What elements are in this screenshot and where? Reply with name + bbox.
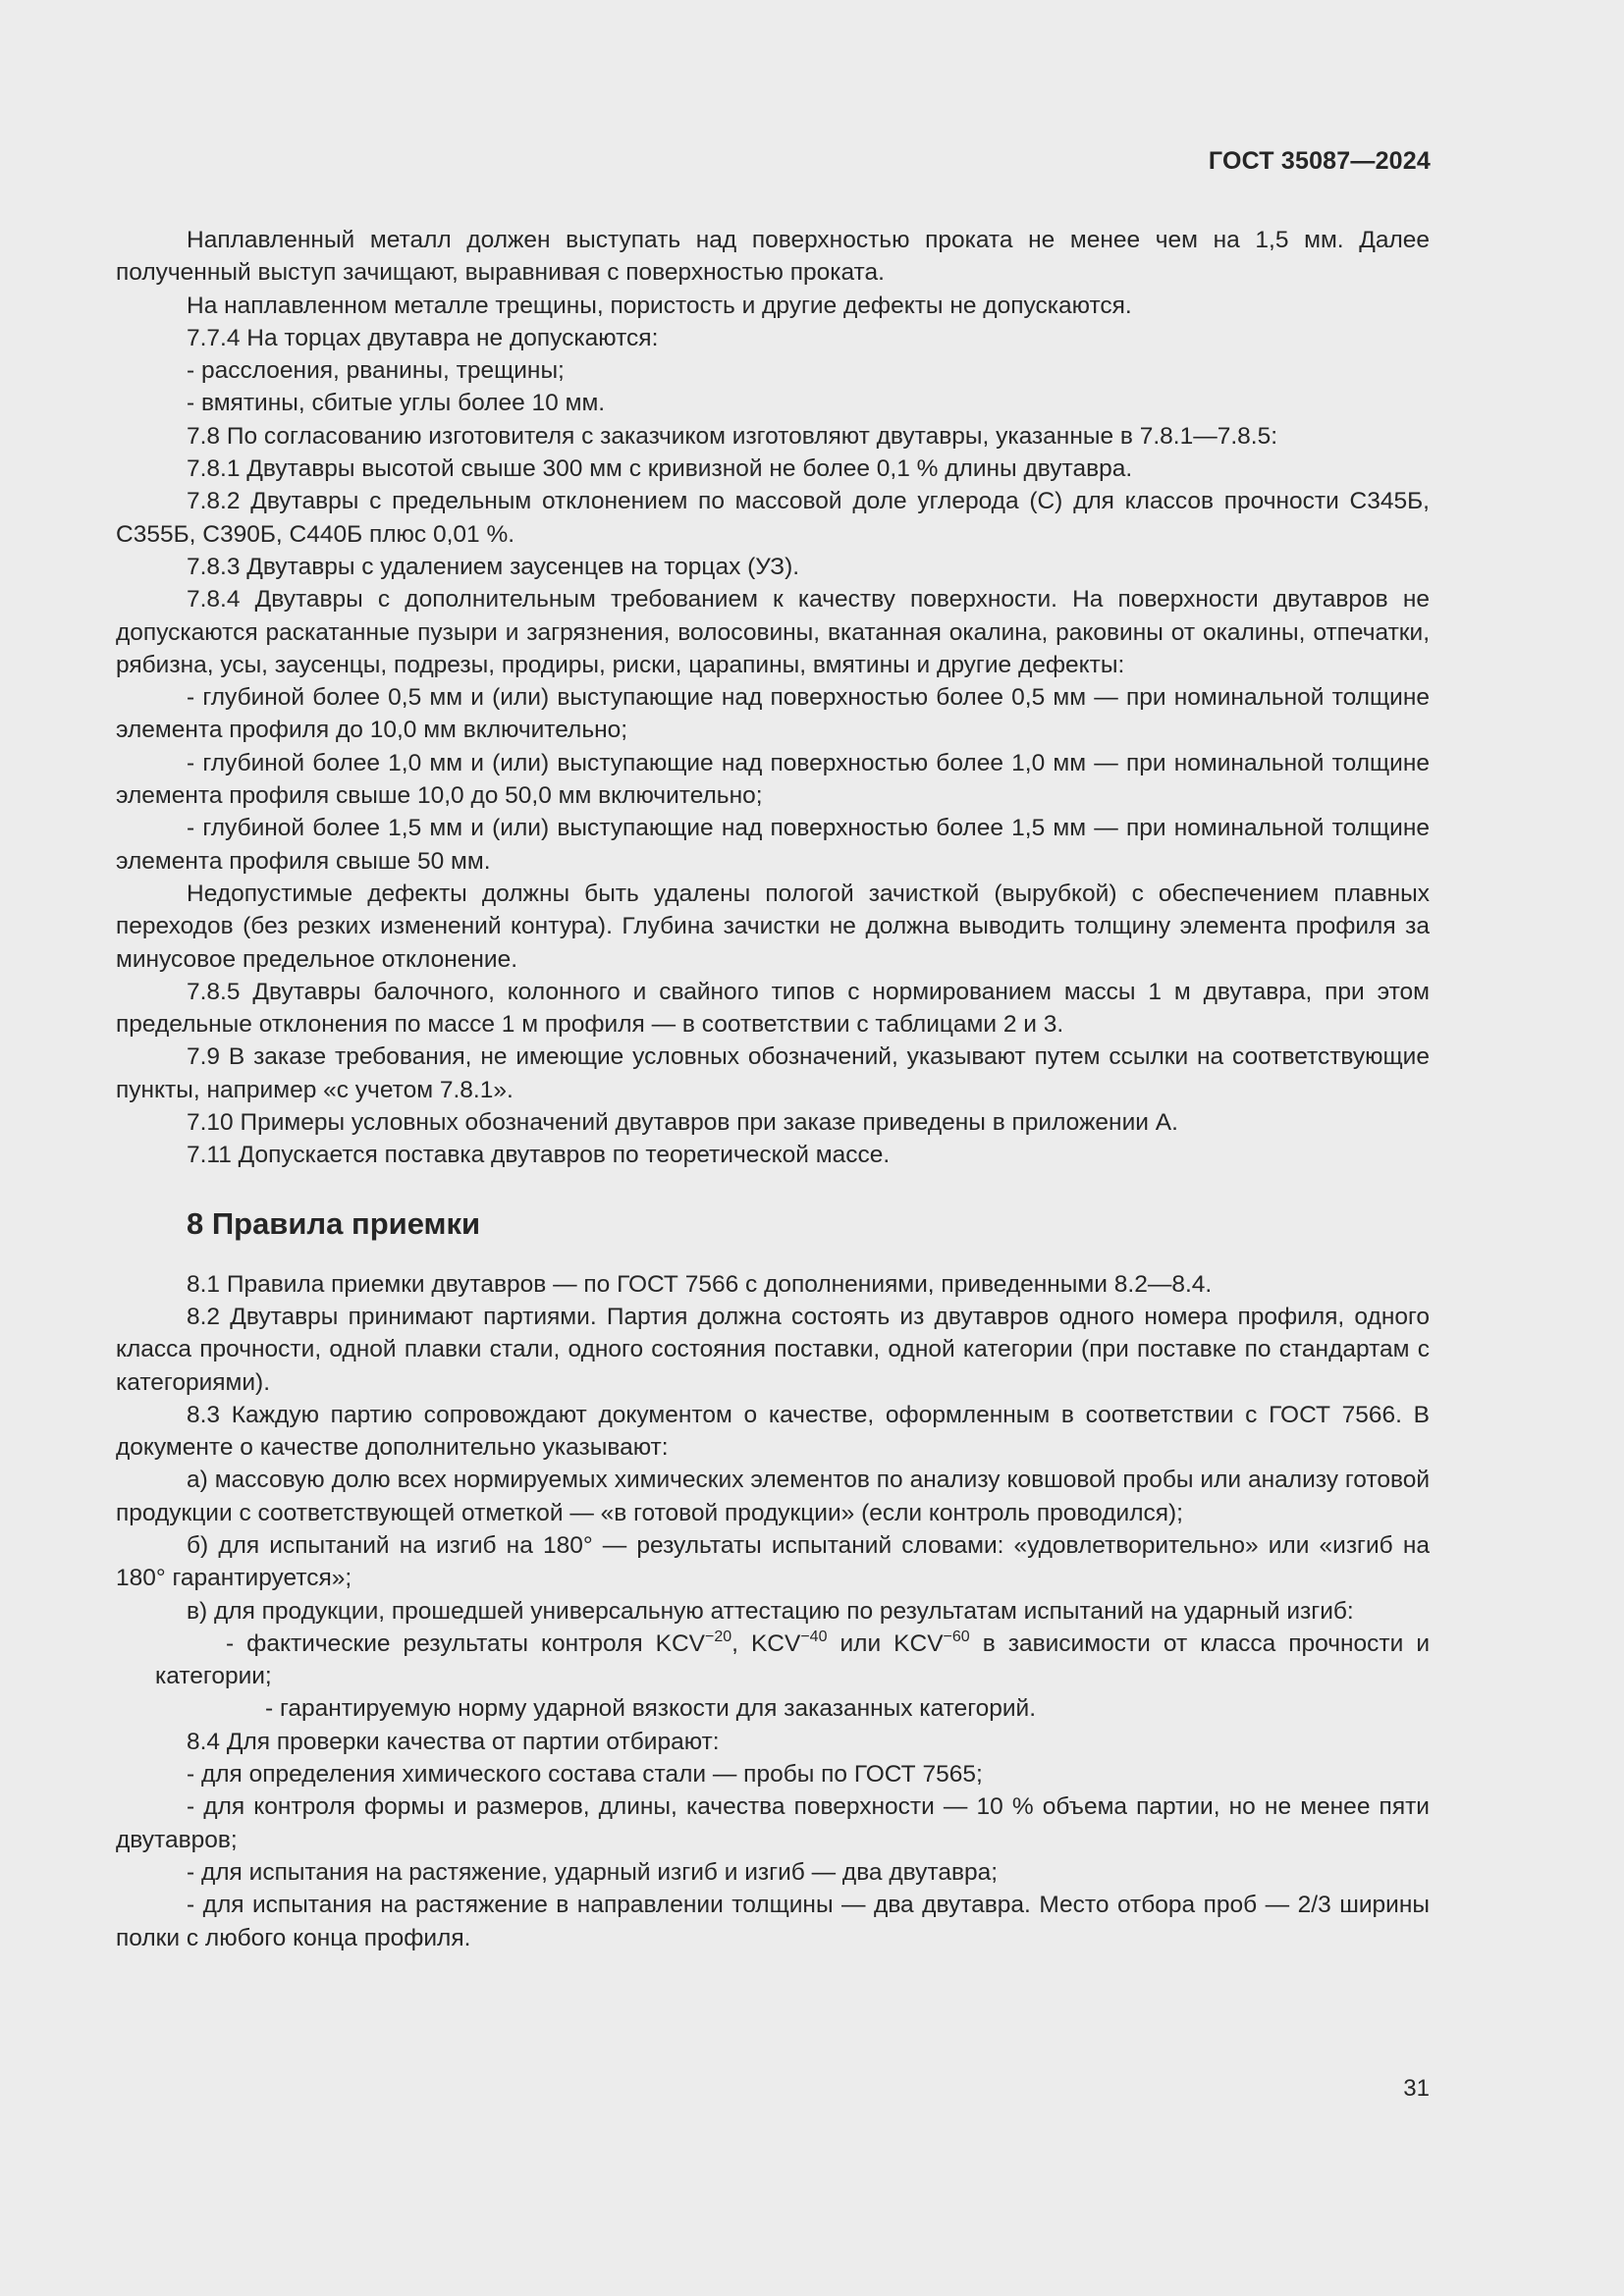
kcv-superscript: −40	[800, 1628, 828, 1645]
list-item-v: в) для продукции, прошедшей универсальную аттестацию по результатам испытаний на ударный изгиб:	[187, 1597, 1354, 1625]
kcv-superscript: −60	[943, 1628, 970, 1645]
kcv-text: или KCV	[827, 1629, 944, 1657]
clause-8-2: 8.2 Двутавры принимают партиями. Партия должна состоять из двутавров одного номера профиля, одного класса прочности, одной плавки стали, одного состояния поставки, одной категории (при поставке по стандартам с категориями).	[116, 1303, 1430, 1396]
clause-7-8-3: 7.8.3 Двутавры с удалением заусенцев на торцах (УЗ).	[187, 553, 800, 580]
kcv-superscript: −20	[704, 1628, 732, 1645]
list-item: - для определения химического состава стали — пробы по ГОСТ 7565;	[187, 1761, 983, 1789]
clause-7-8-2: 7.8.2 Двутавры с предельным отклонением по массовой доле углерода (С) для классов прочности С345Б, С355Б, С390Б, С440Б плюс 0,01 %.	[116, 488, 1430, 548]
page-number: 31	[1403, 2075, 1430, 2102]
clause-7-8-1: 7.8.1 Двутавры высотой свыше 300 мм с кривизной не более 0,1 % длины двутавра.	[187, 455, 1133, 483]
list-item: - вмятины, сбитые углы более 10 мм.	[187, 390, 606, 417]
clause-7-7-4: 7.7.4 На торцах двутавра не допускаются:	[187, 324, 659, 351]
kcv-text: в зависимости от класса прочности и категории;	[155, 1629, 1430, 1690]
clause-7-8-4: 7.8.4 Двутавры с дополнительным требованием к качеству поверхности. На поверхности двутавров не допускаются раскатанные пузыри и загрязнения, волосовины, вкатанная окалина, раковины от окалины, отпечатки, рябизна, усы, заусенцы, подрезы, продиры, риски, царапины, вмятины и другие дефекты:	[116, 586, 1430, 678]
section-8-title: 8 Правила приемки	[187, 1205, 481, 1241]
list-item: - расслоения, рванины, трещины;	[187, 357, 565, 385]
list-item: - для испытания на растяжение, ударный изгиб и изгиб — два двутавра;	[187, 1858, 999, 1886]
list-item-b: б) для испытаний на изгиб на 180° — результаты испытаний словами: «удовлетворительно» или «изгиб на 180° гарантируется»;	[116, 1531, 1430, 1592]
clause-8-4: 8.4 Для проверки качества от партии отбирают:	[187, 1728, 720, 1755]
document-standard-number: ГОСТ 35087—2024	[1208, 147, 1431, 175]
clause-7-10: 7.10 Примеры условных обозначений двутавров при заказе приведены в приложении А.	[187, 1109, 1178, 1137]
clause-7-9: 7.9 В заказе требования, не имеющие условных обозначений, указывают путем ссылки на соответствующие пункты, например «с учетом 7.8.1».	[116, 1043, 1430, 1103]
kcv-results-item	[116, 1628, 1430, 1693]
list-item: - глубиной более 0,5 мм и (или) выступающие над поверхностью более 0,5 мм — при номинальной толщине элемента профиля до 10,0 мм включительно;	[116, 684, 1430, 744]
list-item: - глубиной более 1,0 мм и (или) выступающие над поверхностью более 1,0 мм — при номинальной толщине элемента профиля свыше 10,0 до 50,0 мм включительно;	[116, 749, 1430, 810]
clause-7-11: 7.11 Допускается поставка двутавров по теоретической массе.	[187, 1142, 891, 1169]
clause-7-8-5: 7.8.5 Двутавры балочного, колонного и свайного типов с нормированием массы 1 м двутавра, при этом предельные отклонения по массе 1 м профиля — в соответствии с таблицами 2 и 3.	[116, 978, 1430, 1039]
paragraph: На наплавленном металле трещины, пористость и другие дефекты не допускаются.	[187, 292, 1132, 319]
clause-8-1: 8.1 Правила приемки двутавров — по ГОСТ 7566 с дополнениями, приведенными 8.2—8.4.	[187, 1270, 1213, 1298]
list-item: - для контроля формы и размеров, длины, качества поверхности — 10 % объема партии, но не менее пяти двутавров;	[116, 1793, 1430, 1853]
list-item: - глубиной более 1,5 мм и (или) выступающие над поверхностью более 1,5 мм — при номинальной толщине элемента профиля свыше 50 мм.	[116, 815, 1430, 875]
sub-list-item: - гарантируемую норму ударной вязкости для заказанных категорий.	[265, 1695, 1037, 1723]
list-item-a: а) массовую долю всех нормируемых химических элементов по анализу ковшовой пробы или анализу готовой продукции с соответствующей отметкой — «в готовой продукции» (если контроль проводился);	[116, 1467, 1430, 1526]
document-body	[116, 224, 1430, 1954]
list-item: - для испытания на растяжение в направлении толщины — два двутавра. Место отбора проб — 2/3 ширины полки с любого конца профиля.	[116, 1892, 1430, 1951]
clause-8-3: 8.3 Каждую партию сопровождают документом о качестве, оформленным в соответствии с ГОСТ 7566. В документе о качестве дополнительно указывают:	[116, 1401, 1430, 1462]
clause-7-8: 7.8 По согласованию изготовителя с заказчиком изготовляют двутавры, указанные в 7.8.1—7.8.5:	[187, 422, 1278, 450]
paragraph: Наплавленный металл должен выступать над поверхностью проката не менее чем на 1,5 мм. Далее полученный выступ зачищают, выравнивая с поверхностью проката.	[116, 227, 1430, 287]
kcv-text: - фактические результаты контроля KCV	[226, 1629, 705, 1657]
paragraph: Недопустимые дефекты должны быть удалены пологой зачисткой (вырубкой) с обеспечением плавных переходов (без резких изменений контура). Глубина зачистки не должна выводить толщину элемента профиля за минусовое предельное отклонение.	[116, 880, 1430, 973]
kcv-text: , KCV	[731, 1629, 801, 1657]
